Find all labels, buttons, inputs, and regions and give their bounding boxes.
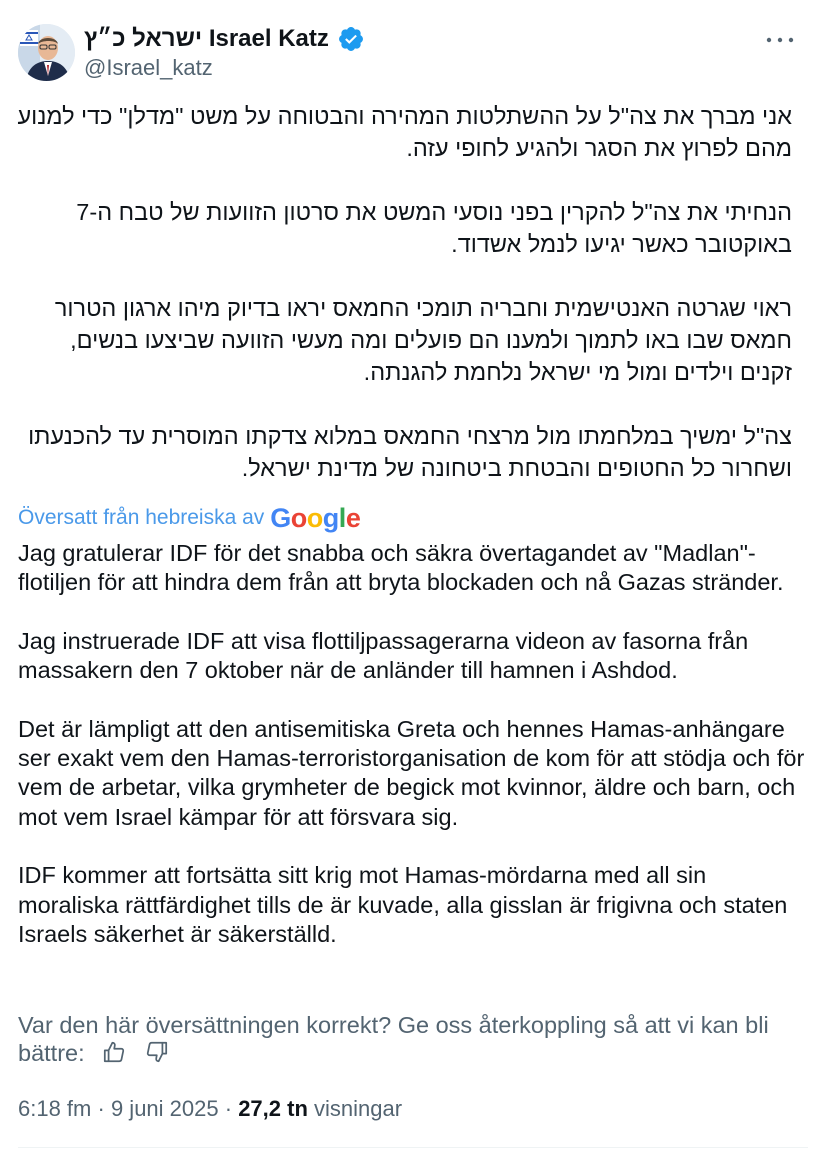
translated-paragraph: Jag gratulerar IDF för det snabba och säkra övertagandet av "Madlan"-flotiljen för att hindra dem från att bryta blockaden och nå Gazas stränder. xyxy=(18,540,784,596)
avatar-image xyxy=(18,24,75,81)
author-handle[interactable]: @Israel_katz xyxy=(84,55,213,80)
hebrew-paragraph: הנחיתי את צה"ל להקרין בפני נוסעי המשט את סרטון הזוועות של טבח ה-7 באוקטובר כאשר יגיעו לנמל אשדוד. xyxy=(76,199,792,257)
meta-separator: · xyxy=(224,1096,233,1121)
more-horizontal-icon xyxy=(762,28,798,52)
meta-separator: · xyxy=(97,1096,105,1121)
google-logo-letter: o xyxy=(290,502,307,533)
hebrew-paragraph: ראוי שגרטה האנטישמית וחבריה תומכי החמאס יראו בדיוק מיהו ארגון הטרור חמאס שבו באו לתמוך ולמענו הם פועלים ומה מעשי הזוועה שביצעו בנשים, זקנים וילדים ומול מי ישראל נלחמת להגנתה. xyxy=(54,295,792,385)
thumbs-down-icon[interactable] xyxy=(144,1039,170,1065)
author-avatar[interactable] xyxy=(18,24,75,81)
tweet-date[interactable]: 9 juni 2025 xyxy=(110,1096,219,1121)
hebrew-paragraph: אני מברך את צה"ל על ההשתלטות המהירה והבטוחה על משט "מדלן" כדי למנוע מהם לפרוץ את הסגר ולהגיע לחופי עזה. xyxy=(17,103,792,161)
thumbs-up-icon[interactable] xyxy=(101,1039,127,1065)
google-logo-letter: e xyxy=(345,502,361,533)
tweet-text-hebrew xyxy=(14,100,792,484)
views-label: visningar xyxy=(314,1096,403,1121)
translated-paragraph: Jag instruerade IDF att visa flottiljpassagerarna videon av fasorna från massakern den 7 oktober när de anländer till hamnen i Ashdod. xyxy=(18,627,749,684)
divider xyxy=(18,1147,808,1148)
author-display-name[interactable]: ישראל כ״ץ Israel Katz xyxy=(84,25,329,52)
hebrew-paragraph: צה"ל ימשיך במלחמתו מול מרצחי החמאס במלוא צדקתו המוסרית עד להכנעתו ושחרור כל החטופים והבטחת ביטחונה של מדינת ישראל. xyxy=(28,423,792,481)
google-logo xyxy=(270,502,361,533)
translation-feedback xyxy=(18,1011,798,1067)
google-logo-letter: o xyxy=(306,502,323,533)
translated-from-label[interactable]: Översatt från hebreiska av xyxy=(18,506,265,529)
tweet-time[interactable]: 6:18 fm xyxy=(18,1096,92,1121)
verified-badge-icon xyxy=(337,25,365,53)
translated-paragraph: IDF kommer att fortsätta sitt krig mot Hamas-mördarna med all sin moraliska rättfärdighet tills de är kuvade, alla gisslan är frigivna och staten Israels säkerhet är säkerställd. xyxy=(18,862,788,947)
tweet-text-translated xyxy=(18,539,808,949)
google-logo-letter: g xyxy=(322,502,339,533)
google-logo-letter: G xyxy=(270,502,291,533)
author-name-row[interactable] xyxy=(84,24,365,54)
views-count: 27,2 tn xyxy=(238,1096,308,1121)
translation-attribution[interactable] xyxy=(18,502,360,534)
more-options-button[interactable] xyxy=(762,28,798,52)
feedback-text: Var den här översättningen korrekt? Ge oss återkoppling så att vi kan bli bättre: xyxy=(18,1012,769,1066)
tweet-meta xyxy=(18,1094,402,1124)
translated-paragraph: Det är lämpligt att den antisemitiska Greta och hennes Hamas-anhängare ser exakt vem den Hamas-terroristorganisation de kom för att stödja och för vem de arbetar, vilka grymheter de begick mot kvinnor, äldre och barn, och mot vem Israel kämpar för att försvara sig. xyxy=(18,715,805,830)
google-logo-letter: l xyxy=(338,502,346,533)
